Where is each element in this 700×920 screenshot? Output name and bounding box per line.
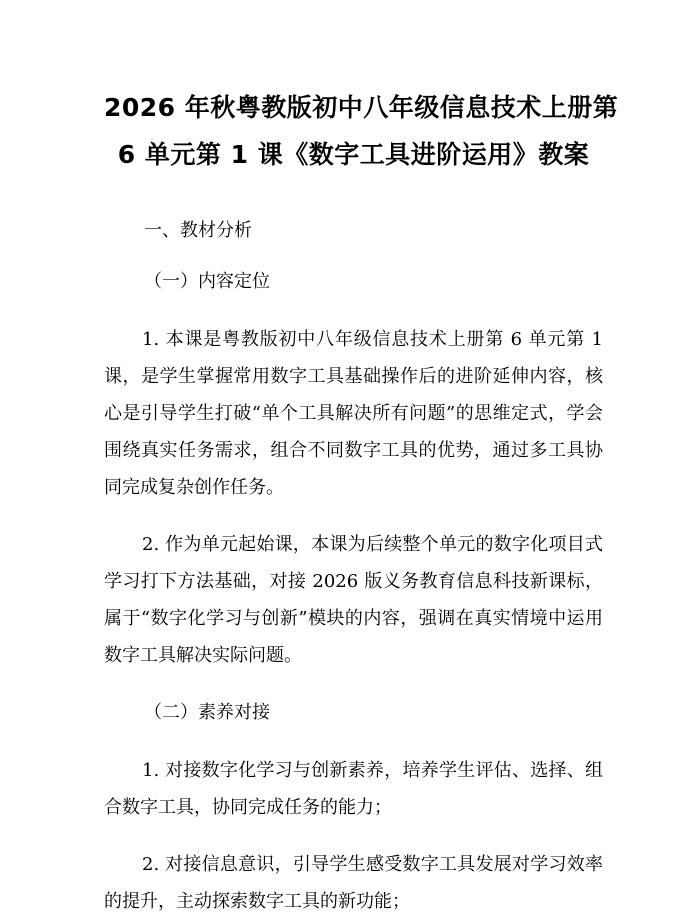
paragraph-content-2: 2. 作为单元起始课，本课为后续整个单元的数字化项目式学习打下方法基础，对接 2026 版义务教育信息科技新课标，属于“数字化学习与创新”模块的内容，强调在真实情境中运用数字工具解决实际问题。 <box>104 534 603 666</box>
paragraph-literacy-2: 2. 对接信息意识，引导学生感受数字工具发展对学习效率的提升，主动探索数字工具的新功能； <box>104 854 603 912</box>
subsection-heading-content-positioning: （一）内容定位 <box>144 271 270 292</box>
title-line-2: 6 单元第 1 课《数字工具进阶运用》教案 <box>117 140 590 169</box>
subsection-heading-literacy-alignment: （二）素养对接 <box>144 702 270 723</box>
document-title <box>104 84 619 178</box>
paragraph-literacy-1: 1. 对接数字化学习与创新素养，培养学生评估、选择、组合数字工具，协同完成任务的能力； <box>104 760 603 818</box>
title-line-1: 2026 年秋粤教版初中八年级信息技术上册第 <box>104 93 619 122</box>
section-heading-textbook-analysis: 一、教材分析 <box>144 220 252 241</box>
paragraph-content-1: 1. 本课是粤教版初中八年级信息技术上册第 6 单元第 1 课，是学生掌握常用数字工具基础操作后的进阶延伸内容，核心是引导学生打破“单个工具解决所有问题”的思维定式，学会围绕真实任务需求，组合不同数字工具的优势，通过多工具协同完成复杂创作任务。 <box>104 329 603 498</box>
